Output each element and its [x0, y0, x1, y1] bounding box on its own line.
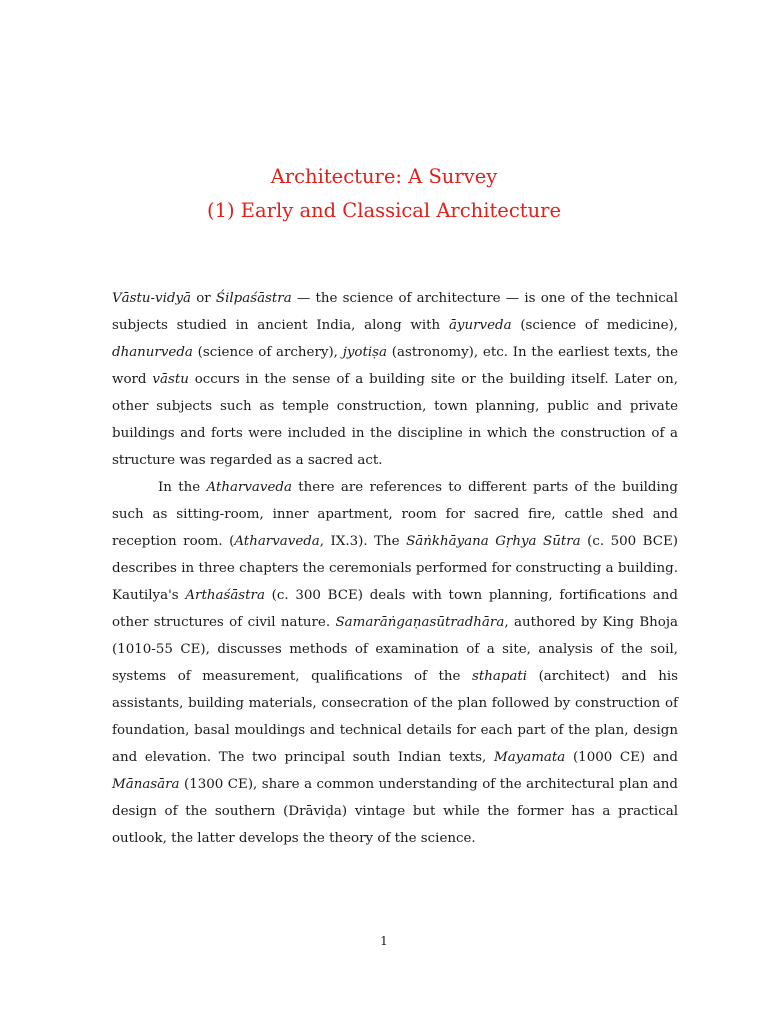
- text-run: In the: [158, 480, 207, 495]
- title-block: [0, 160, 768, 228]
- italic-term: Atharvaveda: [206, 480, 292, 495]
- italic-term: vāstu: [152, 372, 189, 387]
- page-title: Architecture: A Survey: [270, 165, 498, 188]
- text-run: or: [191, 291, 216, 306]
- italic-term: Arthaśāstra: [185, 588, 265, 603]
- paragraph-2: [112, 474, 678, 852]
- text-run: (astronomy), etc. In the earliest texts, the word: [112, 345, 678, 387]
- text-run: (c. 300 BCE) deals with town planning, fortifications and other structures of civil nature.: [112, 588, 678, 630]
- text-run: occurs in the sense of a building site or the building itself. Later on, other subjects such as temple construction, town planning, public and private buildings and forts were included in the discipline in which the construction of a structure was regarded as a sacred act.: [112, 372, 678, 468]
- italic-term: jyotiṣa: [342, 345, 388, 360]
- text-run: there are references to different parts of the building such as sitting-room, inner apartment, room for sacred fire, cattle shed and reception room. (: [112, 480, 678, 549]
- italic-term: dhanurveda: [112, 345, 193, 360]
- text-run: (science of archery),: [192, 345, 343, 360]
- text-run: , authored by King Bhoja (1010-55 CE), discusses methods of examination of a site, analysis of the soil, systems of measurement, qualifications of the: [112, 615, 678, 684]
- italic-term: Vāstu-vidyā: [112, 291, 192, 306]
- text-run: (science of medicine),: [511, 318, 678, 333]
- page-number: 1: [380, 934, 388, 948]
- italic-term: Sāṅkhāyana Gṛhya Sūtra: [406, 534, 581, 549]
- italic-term: Atharvaveda: [234, 534, 320, 549]
- italic-term: Mayamata: [493, 750, 566, 765]
- text-run: (architect) and his assistants, building materials, consecration of the plan followed by construction of foundation, basal mouldings and technical details for each part of the plan, design and elevation. The two principal south Indian texts,: [112, 669, 678, 765]
- italic-term: Mānasāra: [112, 777, 180, 792]
- body-text: [112, 285, 678, 852]
- page-subtitle: (1) Early and Classical Architecture: [206, 199, 561, 222]
- italic-term: Samarāṅgaṇasūtradhāra: [335, 615, 505, 630]
- text-run: — the science of architecture — is one of the technical subjects studied in ancient India, along with: [112, 291, 679, 333]
- text-run: , IX.3). The: [319, 534, 407, 549]
- text-run: (1300 CE), share a common understanding of the architectural plan and design of the southern (Drāviḍa) vintage but while the former has a practical outlook, the latter develops the theory of the science.: [112, 777, 678, 846]
- text-run: (1000 CE) and: [565, 750, 679, 765]
- italic-term: Śilpaśāstra: [215, 291, 292, 306]
- paragraph-1: [112, 285, 678, 474]
- italic-term: āyurveda: [448, 318, 512, 333]
- text-run: (c. 500 BCE) describes in three chapters the ceremonials performed for constructing a building. Kautilya's: [112, 534, 678, 603]
- italic-term: sthapati: [471, 669, 528, 684]
